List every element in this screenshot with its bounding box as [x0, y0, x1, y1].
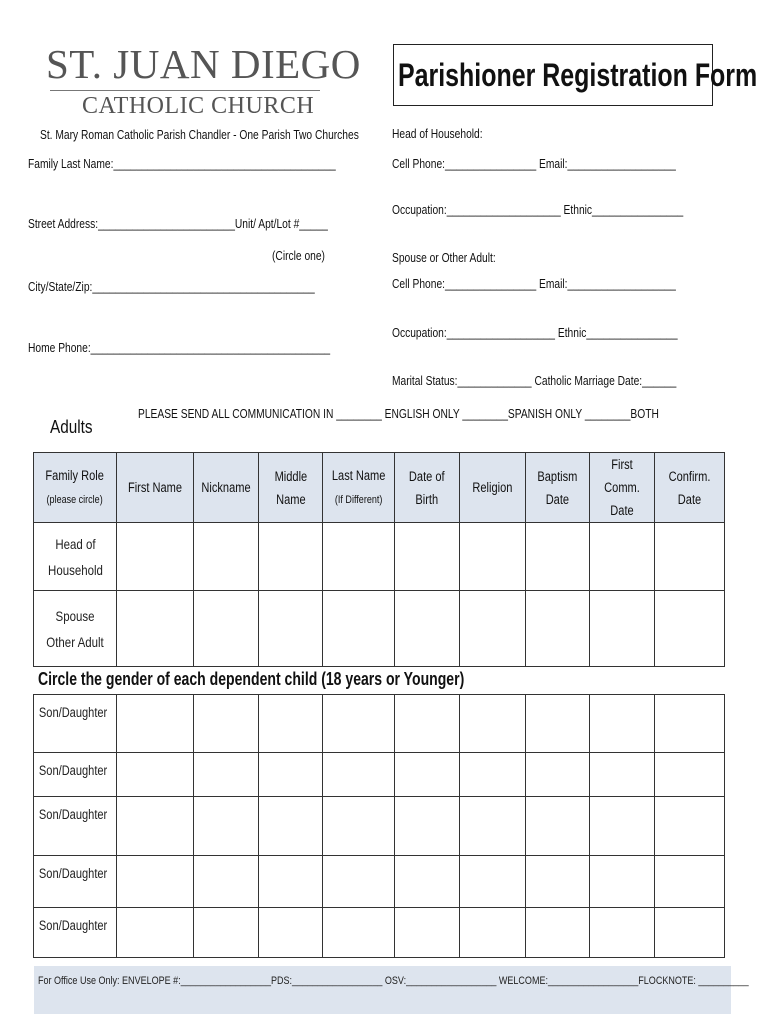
entry-cell[interactable] — [323, 753, 395, 797]
form-title: Parishioner Registration Form — [398, 57, 758, 93]
column-header-sublabel: Birth — [415, 491, 439, 507]
column-header-label: Confirm. — [668, 468, 711, 484]
logo-church-name: ST. JUAN DIEGO — [46, 41, 361, 87]
office-use-fields: For Office Use Only: ENVELOPE #:__________________PDS:__________________ OSV:__________________ WELCOME:__________________FLOCKNOTE: __________ — [38, 975, 749, 987]
entry-cell[interactable] — [526, 591, 590, 667]
head-of-household-label: Head of Household: — [392, 127, 483, 141]
entry-cell[interactable] — [323, 908, 395, 958]
column-header — [526, 453, 590, 523]
family-role-label: Head of — [54, 535, 96, 552]
entry-cell[interactable] — [117, 908, 194, 958]
logo-church-subtitle: CATHOLIC CHURCH — [82, 93, 315, 119]
entry-cell[interactable] — [395, 856, 460, 908]
entry-cell[interactable] — [395, 695, 460, 753]
entry-cell[interactable] — [526, 753, 590, 797]
table-row — [34, 753, 725, 797]
table-row — [34, 591, 725, 667]
entry-cell[interactable] — [460, 695, 526, 753]
entry-cell[interactable] — [655, 856, 725, 908]
head-cell-email-field[interactable]: Cell Phone:________________ Email:___________________ — [392, 157, 676, 171]
entry-cell[interactable] — [460, 856, 526, 908]
gender-cell[interactable] — [34, 797, 117, 856]
spouse-label: Spouse or Other Adult: — [392, 251, 496, 265]
spouse-cell-email-field[interactable]: Cell Phone:________________ Email:___________________ — [392, 277, 676, 291]
family-last-name-field[interactable]: Family Last Name:_______________________________________ — [28, 157, 336, 171]
entry-cell[interactable] — [117, 523, 194, 591]
entry-cell[interactable] — [460, 908, 526, 958]
entry-cell[interactable] — [460, 753, 526, 797]
gender-label[interactable]: Son/Daughter — [38, 763, 108, 778]
adults-section-label: Adults — [50, 417, 93, 437]
family-role-cell — [34, 591, 117, 667]
entry-cell[interactable] — [117, 856, 194, 908]
family-role-sublabel: Other Adult — [46, 633, 104, 650]
entry-cell[interactable] — [460, 591, 526, 667]
circle-one-note: (Circle one) — [272, 249, 325, 263]
entry-cell[interactable] — [259, 591, 323, 667]
entry-cell[interactable] — [590, 591, 655, 667]
entry-cell[interactable] — [460, 523, 526, 591]
entry-cell[interactable] — [117, 797, 194, 856]
entry-cell[interactable] — [590, 908, 655, 958]
entry-cell[interactable] — [259, 908, 323, 958]
entry-cell[interactable] — [526, 523, 590, 591]
gender-cell[interactable] — [34, 908, 117, 958]
column-header-label: Date of — [409, 468, 445, 484]
children-table — [33, 694, 725, 958]
entry-cell[interactable] — [259, 523, 323, 591]
column-header-label: Religion — [472, 480, 513, 495]
entry-cell[interactable] — [194, 797, 259, 856]
entry-cell[interactable] — [395, 797, 460, 856]
column-header-label: Baptism — [537, 468, 578, 484]
street-address-field[interactable]: Street Address:________________________Unit/ Apt/Lot #_____ — [28, 217, 328, 231]
entry-cell[interactable] — [526, 908, 590, 958]
gender-label[interactable]: Son/Daughter — [38, 807, 108, 822]
gender-label[interactable]: Son/Daughter — [38, 705, 108, 720]
entry-cell[interactable] — [460, 797, 526, 856]
gender-label[interactable]: Son/Daughter — [38, 918, 108, 933]
entry-cell[interactable] — [526, 797, 590, 856]
column-header — [117, 453, 194, 523]
entry-cell[interactable] — [323, 856, 395, 908]
entry-cell[interactable] — [117, 753, 194, 797]
entry-cell[interactable] — [655, 797, 725, 856]
adults-header-row — [34, 453, 725, 523]
column-header — [655, 453, 725, 523]
home-phone-field[interactable]: Home Phone:__________________________________________ — [28, 341, 331, 355]
entry-cell[interactable] — [194, 591, 259, 667]
entry-cell[interactable] — [117, 695, 194, 753]
entry-cell[interactable] — [655, 695, 725, 753]
column-header — [395, 453, 460, 523]
family-role-sublabel: Household — [47, 561, 103, 578]
entry-cell[interactable] — [259, 695, 323, 753]
gender-cell[interactable] — [34, 753, 117, 797]
office-use-box — [34, 966, 749, 1014]
column-header — [259, 453, 323, 523]
column-header-sublabel: Name — [275, 491, 306, 507]
parish-subtitle: St. Mary Roman Catholic Parish Chandler - One Parish Two Churches — [40, 128, 359, 142]
communication-preference[interactable]: PLEASE SEND ALL COMMUNICATION IN ________ ENGLISH ONLY ________SPANISH ONLY ________BOTH — [138, 407, 659, 421]
form-title-box — [393, 44, 758, 106]
family-role-label: Spouse — [55, 607, 95, 624]
adults-table — [33, 452, 725, 667]
entry-cell[interactable] — [323, 695, 395, 753]
column-header-label: Last Name — [331, 467, 386, 483]
column-header-sublabel: (If Different) — [334, 493, 383, 506]
column-header — [323, 453, 395, 523]
table-row — [34, 797, 725, 856]
column-header — [34, 453, 117, 523]
column-header-label: First Comm. — [604, 457, 640, 495]
table-row — [34, 856, 725, 908]
column-header-label: Middle — [274, 468, 307, 484]
entry-cell[interactable] — [655, 523, 725, 591]
entry-cell[interactable] — [194, 753, 259, 797]
entry-cell[interactable] — [117, 591, 194, 667]
table-row — [34, 908, 725, 958]
family-role-cell — [34, 523, 117, 591]
gender-cell[interactable] — [34, 695, 117, 753]
column-header — [460, 453, 526, 523]
entry-cell[interactable] — [590, 856, 655, 908]
table-row — [34, 523, 725, 591]
column-header — [194, 453, 259, 523]
entry-cell[interactable] — [194, 856, 259, 908]
entry-cell[interactable] — [395, 753, 460, 797]
entry-cell[interactable] — [194, 908, 259, 958]
column-header-sublabel: Date — [677, 491, 702, 507]
entry-cell[interactable] — [259, 753, 323, 797]
table-row — [34, 695, 725, 753]
column-header-label: Nickname — [201, 480, 251, 495]
column-header-sublabel: (please circle) — [46, 493, 104, 506]
entry-cell[interactable] — [395, 523, 460, 591]
column-header-sublabel: Date — [545, 491, 570, 507]
entry-cell[interactable] — [323, 591, 395, 667]
marital-status-field[interactable]: Marital Status:_____________ Catholic Marriage Date:______ — [392, 374, 677, 388]
entry-cell[interactable] — [259, 797, 323, 856]
entry-cell[interactable] — [395, 908, 460, 958]
entry-cell[interactable] — [655, 591, 725, 667]
entry-cell[interactable] — [590, 797, 655, 856]
entry-cell[interactable] — [259, 856, 323, 908]
column-header-label: First Name — [127, 480, 183, 495]
entry-cell[interactable] — [526, 695, 590, 753]
entry-cell[interactable] — [323, 523, 395, 591]
entry-cell[interactable] — [395, 591, 460, 667]
gender-label[interactable]: Son/Daughter — [38, 866, 108, 881]
entry-cell[interactable] — [590, 695, 655, 753]
children-section-label: Circle the gender of each dependent child (18 years or Younger) — [38, 669, 465, 689]
column-header — [590, 453, 655, 523]
entry-cell[interactable] — [655, 753, 725, 797]
column-header-sublabel: Date — [610, 503, 634, 518]
entry-cell[interactable] — [590, 753, 655, 797]
column-header-label: Family Role — [45, 467, 105, 483]
entry-cell[interactable] — [194, 523, 259, 591]
entry-cell[interactable] — [323, 797, 395, 856]
gender-cell[interactable] — [34, 856, 117, 908]
head-occupation-ethnic-field[interactable]: Occupation:____________________ Ethnic________________ — [392, 203, 684, 217]
spouse-occupation-ethnic-field[interactable]: Occupation:___________________ Ethnic________________ — [392, 326, 678, 340]
city-state-zip-field[interactable]: City/State/Zip:_______________________________________ — [28, 280, 315, 294]
logo-divider — [50, 90, 320, 91]
entry-cell[interactable] — [655, 908, 725, 958]
entry-cell[interactable] — [590, 523, 655, 591]
entry-cell[interactable] — [526, 856, 590, 908]
entry-cell[interactable] — [194, 695, 259, 753]
